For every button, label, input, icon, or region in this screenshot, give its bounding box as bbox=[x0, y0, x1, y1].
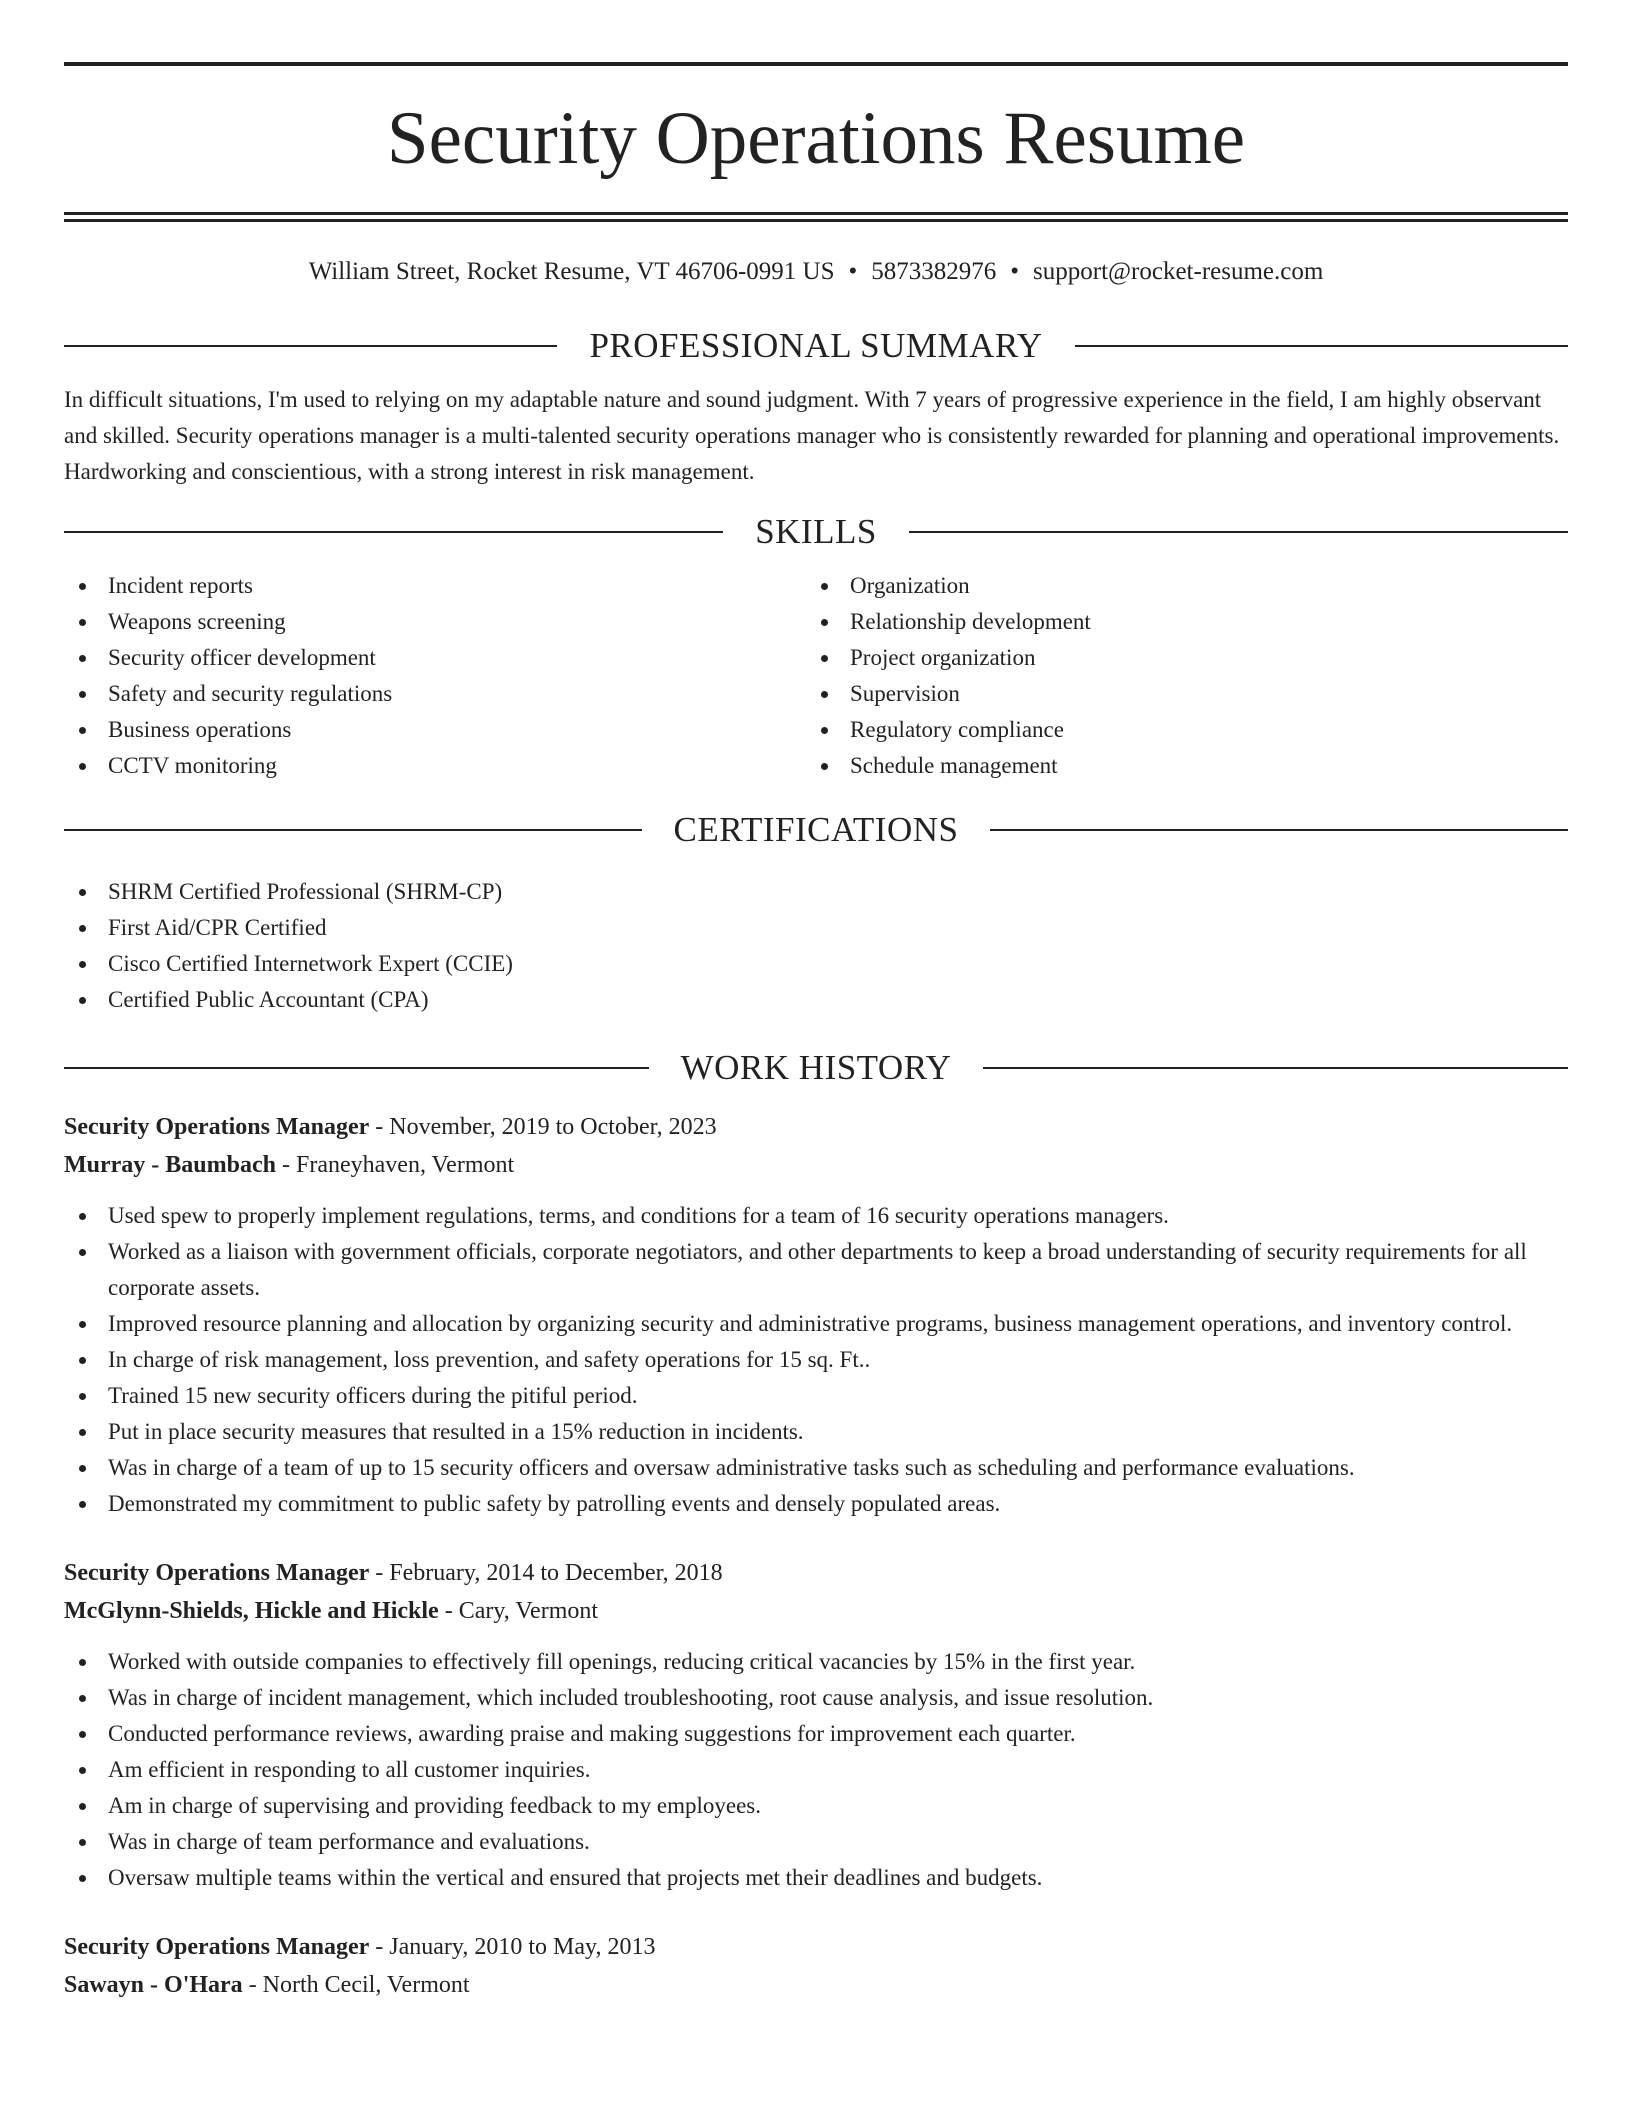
job-bullet: Demonstrated my commitment to public safety by patrolling events and densely populated areas. bbox=[64, 1486, 1568, 1522]
skills-list-left bbox=[64, 568, 806, 784]
section-rule bbox=[983, 1067, 1568, 1069]
skill-item: Supervision bbox=[806, 676, 1548, 712]
certification-item: SHRM Certified Professional (SHRM-CP) bbox=[64, 874, 1568, 910]
section-rule bbox=[1075, 345, 1568, 347]
job-title: Security Operations Manager bbox=[64, 1934, 370, 1960]
skill-item: Project organization bbox=[806, 640, 1548, 676]
contact-line bbox=[64, 256, 1568, 288]
job-bullet: Put in place security measures that resulted in a 15% reduction in incidents. bbox=[64, 1414, 1568, 1450]
skill-item: Business operations bbox=[64, 712, 806, 748]
skills-list-right bbox=[806, 568, 1548, 784]
job-title: Security Operations Manager bbox=[64, 1114, 370, 1140]
job-title-line bbox=[64, 1554, 1568, 1592]
skill-item: Organization bbox=[806, 568, 1548, 604]
skill-item: Relationship development bbox=[806, 604, 1548, 640]
job-entry bbox=[64, 1928, 1568, 2004]
job-title-line bbox=[64, 1108, 1568, 1146]
job-location: - Cary, Vermont bbox=[438, 1598, 599, 1624]
job-location: - Franeyhaven, Vermont bbox=[276, 1152, 515, 1178]
contact-phone: 5873382976 bbox=[871, 258, 997, 285]
job-company: Sawayn - O'Hara bbox=[64, 1972, 243, 1998]
summary-text: In difficult situations, I'm used to relying on my adaptable nature and sound judgment. With 7 years of progressive experience in the field, I am highly observant and skilled. Security operations manager is a multi-talented security operations manager who is consistently rewarded for planning and operational improvements. Hardworking and conscientious, with a strong interest in risk management. bbox=[64, 387, 1560, 484]
job-dates: - January, 2010 to May, 2013 bbox=[369, 1934, 656, 1960]
skill-item: Incident reports bbox=[64, 568, 806, 604]
job-company-line bbox=[64, 1966, 1568, 2004]
job-entry bbox=[64, 1554, 1568, 1896]
section-header-work bbox=[64, 1048, 1568, 1088]
section-rule bbox=[64, 531, 723, 533]
job-bullet: Improved resource planning and allocation by organizing security and administrative programs, business management operations, and inventory control. bbox=[64, 1306, 1568, 1342]
skill-item: Safety and security regulations bbox=[64, 676, 806, 712]
job-bullet: Am efficient in responding to all customer inquiries. bbox=[64, 1752, 1568, 1788]
job-company: Murray - Baumbach bbox=[64, 1152, 276, 1178]
resume-title: Security Operations Resume bbox=[386, 97, 1246, 180]
job-entry bbox=[64, 1108, 1568, 1522]
job-bullet: Was in charge of a team of up to 15 security officers and oversaw administrative tasks such as scheduling and performance evaluations. bbox=[64, 1450, 1568, 1486]
job-bullet: Used spew to properly implement regulations, terms, and conditions for a team of 16 security operations managers. bbox=[64, 1198, 1568, 1234]
job-bullets bbox=[64, 1644, 1568, 1896]
section-rule bbox=[990, 829, 1568, 831]
job-company: McGlynn-Shields, Hickle and Hickle bbox=[64, 1598, 439, 1624]
section-title-certifications: CERTIFICATIONS bbox=[673, 810, 959, 849]
top-rule bbox=[64, 62, 1568, 66]
section-rule bbox=[909, 531, 1568, 533]
job-location: - North Cecil, Vermont bbox=[242, 1972, 470, 1998]
job-bullet: Conducted performance reviews, awarding praise and making suggestions for improvement each quarter. bbox=[64, 1716, 1568, 1752]
section-header-certifications bbox=[64, 810, 1568, 850]
section-rule bbox=[64, 829, 642, 831]
section-title-work: WORK HISTORY bbox=[680, 1048, 952, 1087]
contact-separator: • bbox=[848, 258, 858, 285]
work-history-list bbox=[64, 1108, 1568, 2004]
section-rule bbox=[64, 1067, 649, 1069]
job-company-line bbox=[64, 1592, 1568, 1630]
job-bullet: In charge of risk management, loss prevention, and safety operations for 15 sq. Ft.. bbox=[64, 1342, 1568, 1378]
job-bullet: Worked as a liaison with government officials, corporate negotiators, and other departments to keep a broad understanding of security requirements for all corporate assets. bbox=[64, 1234, 1568, 1306]
job-bullet: Was in charge of incident management, which included troubleshooting, root cause analysis, and issue resolution. bbox=[64, 1680, 1568, 1716]
contact-email[interactable]: support@rocket-resume.com bbox=[1033, 258, 1324, 285]
job-company-line bbox=[64, 1146, 1568, 1184]
job-bullet: Am in charge of supervising and providing feedback to my employees. bbox=[64, 1788, 1568, 1824]
section-title-skills: SKILLS bbox=[755, 512, 877, 551]
job-bullet: Worked with outside companies to effectively fill openings, reducing critical vacancies by 15% in the first year. bbox=[64, 1644, 1568, 1680]
job-dates: - February, 2014 to December, 2018 bbox=[369, 1560, 723, 1586]
certification-item: Certified Public Accountant (CPA) bbox=[64, 982, 1568, 1018]
contact-separator: • bbox=[1010, 258, 1020, 285]
skills-columns bbox=[64, 568, 1568, 784]
certification-item: First Aid/CPR Certified bbox=[64, 910, 1568, 946]
section-rule bbox=[64, 345, 557, 347]
certification-item: Cisco Certified Internetwork Expert (CCIE) bbox=[64, 946, 1568, 982]
double-rule bbox=[64, 212, 1568, 222]
skill-item: Schedule management bbox=[806, 748, 1548, 784]
section-header-summary bbox=[64, 326, 1568, 366]
job-title-line bbox=[64, 1928, 1568, 1966]
job-title: Security Operations Manager bbox=[64, 1560, 370, 1586]
skill-item: Regulatory compliance bbox=[806, 712, 1548, 748]
job-bullet: Trained 15 new security officers during the pitiful period. bbox=[64, 1378, 1568, 1414]
skill-item: Weapons screening bbox=[64, 604, 806, 640]
job-bullet: Was in charge of team performance and evaluations. bbox=[64, 1824, 1568, 1860]
certifications-list bbox=[64, 874, 1568, 1018]
skill-item: Security officer development bbox=[64, 640, 806, 676]
resume-page bbox=[64, 0, 1568, 2004]
job-bullets bbox=[64, 1198, 1568, 1522]
section-header-skills bbox=[64, 512, 1568, 552]
skill-item: CCTV monitoring bbox=[64, 748, 806, 784]
contact-address: William Street, Rocket Resume, VT 46706-0991 US bbox=[308, 258, 835, 285]
job-dates: - November, 2019 to October, 2023 bbox=[369, 1114, 717, 1140]
section-title-summary: PROFESSIONAL SUMMARY bbox=[589, 326, 1043, 365]
job-bullet: Oversaw multiple teams within the vertical and ensured that projects met their deadlines and budgets. bbox=[64, 1860, 1568, 1896]
